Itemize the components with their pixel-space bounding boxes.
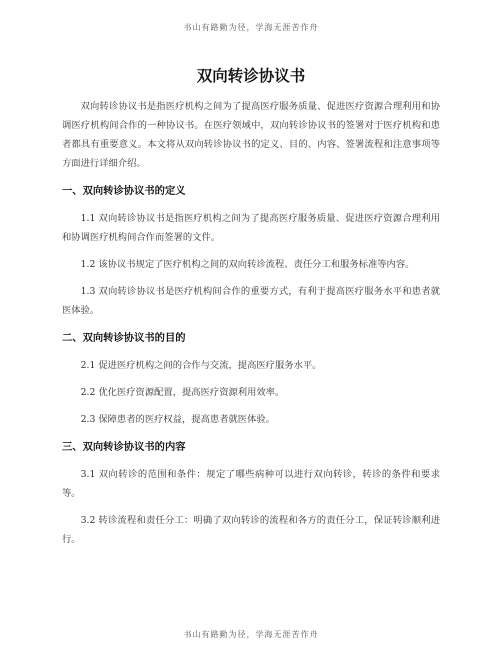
- paragraph: 3.2 转诊流程和责任分工：明确了双向转诊的流程和各方的责任分工，保证转诊顺利进行。: [62, 515, 440, 545]
- document-body: [62, 97, 440, 549]
- paragraph: 1.2 该协议书规定了医疗机构之间的双向转诊流程、责任分工和服务标准等内容。: [80, 259, 415, 270]
- paragraph: 2.3 保障患者的医疗权益，提高患者就医体验。: [80, 414, 275, 425]
- paragraph: 1.1 双向转诊协议书是指医疗机构之间为了提高医疗服务质量、促进医疗资源合理利用和协调医疗机构间合作而签署的文件。: [62, 213, 440, 243]
- paragraph: 3.1 双向转诊的范围和条件：规定了哪些病种可以进行双向转诊，转诊的条件和要求等。: [62, 469, 440, 499]
- page-header: 书山有路勤为径，学海无涯苦作舟: [183, 23, 319, 32]
- document-title: 双向转诊协议书: [196, 67, 306, 85]
- paragraph: 1.3 双向转诊协议书是医疗机构间合作的重要方式，有利于提高医疗服务水平和患者就医体验。: [62, 286, 440, 316]
- intro-paragraph: 双向转诊协议书是指医疗机构之间为了提高医疗服务质量、促进医疗资源合理利用和协调医疗机构间合作的一种协议书。在医疗领域中，双向转诊协议书的签署对于医疗机构和患者都具有重要意义。本文将从双向转诊协议书的定义、目的、内容、签署流程和注意事项等方面进行详细介绍。: [62, 101, 440, 169]
- page-footer: 书山有路勤为径，学海无涯苦作舟: [183, 630, 319, 639]
- section-heading-purpose: 二、双向转诊协议书的目的: [62, 332, 186, 344]
- section-heading-definition: 一、双向转诊协议书的定义: [62, 185, 186, 197]
- section-heading-content: 三、双向转诊协议书的内容: [62, 441, 186, 453]
- paragraph: 2.2 优化医疗资源配置，提高医疗资源利用效率。: [80, 387, 285, 398]
- paragraph: 2.1 促进医疗机构之间的合作与交流，提高医疗服务水平。: [80, 360, 322, 371]
